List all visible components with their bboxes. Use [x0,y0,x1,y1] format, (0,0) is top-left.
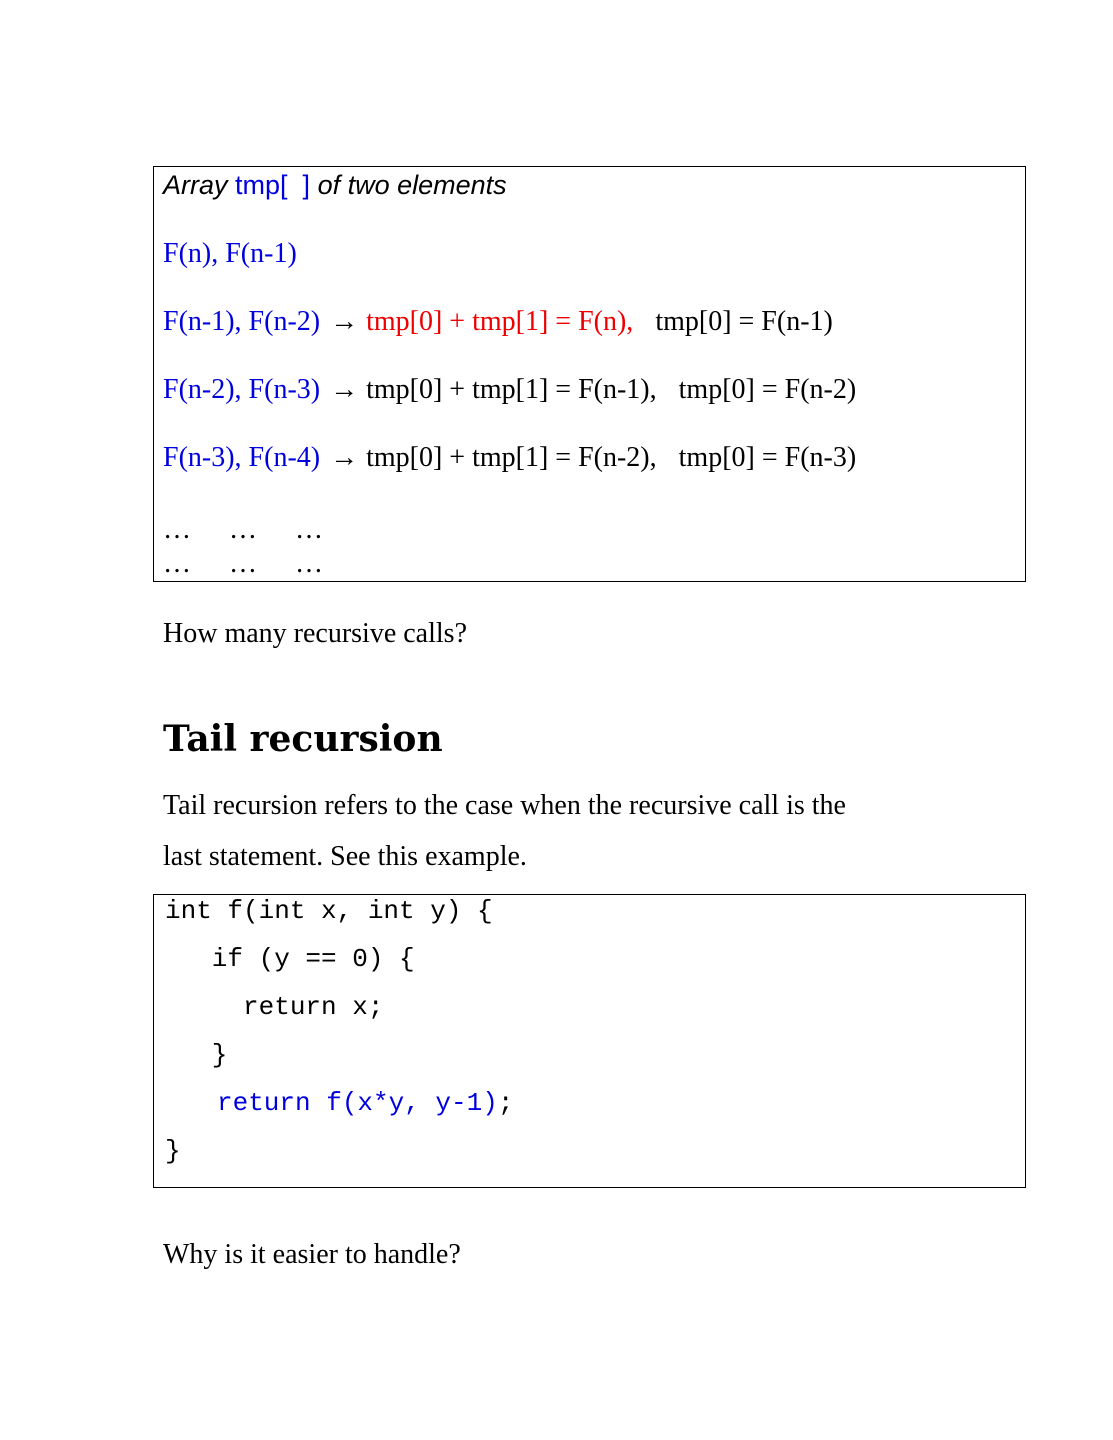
ellipsis: … [229,548,257,579]
fib-step-row [163,306,833,338]
ellipsis: … [295,514,323,545]
array-intro-line [163,170,507,201]
code-line: } [165,1136,181,1166]
arrow-right-icon: → [330,374,359,405]
tail-call-semicolon: ; [497,1088,514,1118]
fib-step-assign: tmp[0] = F(n-3) [678,442,857,473]
section-title: Tail recursion [163,718,443,760]
code-line-tail-call [217,1088,513,1118]
arrow-right-icon: → [330,442,359,473]
code-line: int f(int x, int y) { [165,896,493,926]
array-intro-rest: of two elements [317,170,507,200]
ellipsis-row [163,514,361,546]
question-easier-to-handle: Why is it easier to handle? [163,1239,461,1270]
fib-step-left: F(n-3), F(n-4) [163,442,321,473]
ellipsis: … [163,514,191,545]
fib-step-assign: tmp[0] = F(n-1) [655,306,833,337]
code-line: if (y == 0) { [165,944,415,974]
array-intro-code: tmp[ ] [235,170,311,200]
fib-step-row [163,442,856,474]
paragraph-line: last statement. See this example. [163,841,527,872]
fib-step-left: F(n-2), F(n-3) [163,374,321,405]
tail-call-expression: return f(x*y, y-1) [217,1088,498,1118]
ellipsis: … [163,548,191,579]
array-intro-word: Array [163,170,228,200]
paragraph-line: Tail recursion refers to the case when the recursive call is the [163,790,846,821]
ellipsis: … [295,548,323,579]
code-line: } [165,1040,228,1070]
fib-step-sum: tmp[0] + tmp[1] = F(n-1), [366,374,657,405]
fib-step-left: F(n-1), F(n-2) [163,306,321,337]
fib-pair-line: F(n), F(n-1) [163,238,297,269]
fib-step-sum: tmp[0] + tmp[1] = F(n), [366,306,634,337]
code-box [153,894,1026,1188]
ellipsis-row [163,548,361,580]
ellipsis: … [229,514,257,545]
fib-step-row [163,374,856,406]
arrow-right-icon: → [330,306,359,337]
fib-step-sum: tmp[0] + tmp[1] = F(n-2), [366,442,657,473]
code-line: return x; [165,992,384,1022]
fib-step-assign: tmp[0] = F(n-2) [678,374,857,405]
question-recursive-calls: How many recursive calls? [163,618,467,649]
